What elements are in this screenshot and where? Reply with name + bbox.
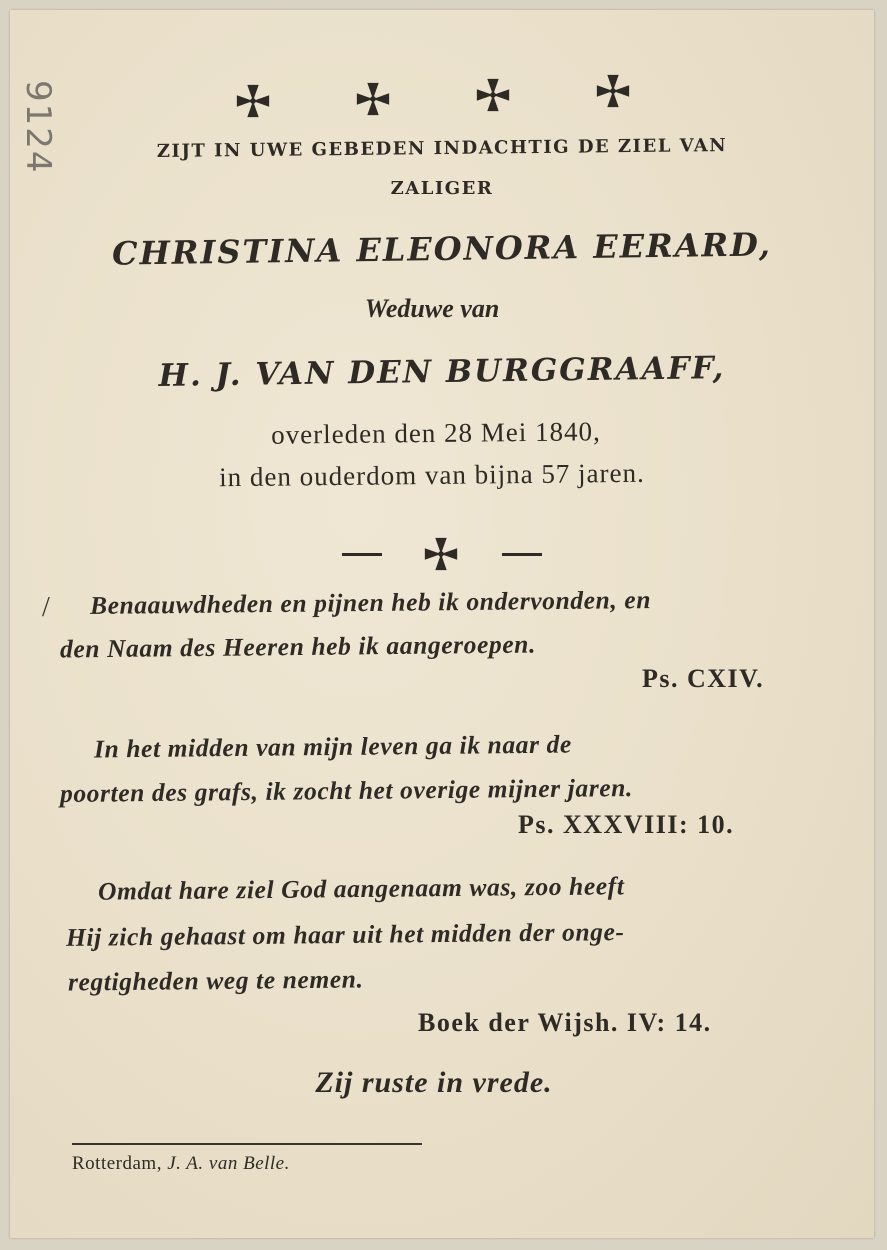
header-line-1: ZIJT IN UWE GEBEDEN INDACHTIG DE ZIEL VAN xyxy=(156,135,728,162)
verse-3-line-1: Omdat hare ziel God aangenaam was, zoo heeft xyxy=(97,871,625,906)
printer-rule xyxy=(72,1143,422,1145)
age-line: in den ouderdom van bijna 57 jaren. xyxy=(219,457,645,493)
relation-line: Weduwe van xyxy=(364,294,500,323)
divider-dash-left xyxy=(342,553,382,556)
printer-imprint xyxy=(72,1153,290,1175)
deceased-name: CHRISTINA ELEONORA EERARD, xyxy=(111,225,773,273)
spouse-name: H. J. VAN DEN BURGGRAAFF, xyxy=(158,350,726,394)
pencil-inventory-number: 9124 xyxy=(18,80,58,175)
cross-pattee-icon xyxy=(422,535,460,573)
printer-name: J. A. van Belle. xyxy=(167,1153,290,1174)
header-crosses xyxy=(10,70,874,120)
divider-dash-right xyxy=(502,553,542,556)
death-date-line: overleden den 28 Mei 1840, xyxy=(271,416,601,450)
verse-2-reference: Ps. XXXVIII: 10. xyxy=(518,810,735,839)
cross-pattee-icon xyxy=(234,82,272,120)
printer-city: Rotterdam, xyxy=(72,1153,162,1174)
memorial-card xyxy=(10,10,874,1238)
verse-3-reference: Boek der Wijsh. IV: 14. xyxy=(418,1008,712,1037)
verse-2-line-1: In het midden van mijn leven ga ik naar de xyxy=(93,729,572,764)
verse-1-line-2: den Naam des Heeren heb ik aangeroepen. xyxy=(59,629,537,664)
verse-3-line-2: Hij zich gehaast om haar uit het midden der onge- xyxy=(65,917,625,952)
ornament-divider xyxy=(10,535,874,575)
verse-2-line-2: poorten des grafs, ik zocht het overige mijner jaren. xyxy=(59,773,634,808)
closing-line: Zij ruste in vrede. xyxy=(315,1066,553,1099)
cross-pattee-icon xyxy=(354,80,392,118)
cross-pattee-icon xyxy=(474,76,512,114)
verse-1-line-1: Benaauwdheden en pijnen heb ik ondervonden, en xyxy=(89,585,652,620)
margin-mark: / xyxy=(42,592,50,623)
cross-pattee-icon xyxy=(594,72,632,110)
header-line-2: ZALIGER xyxy=(390,178,494,199)
verse-1-reference: Ps. CXIV. xyxy=(642,664,765,693)
verse-3-line-3: regtigheden weg te nemen. xyxy=(67,964,364,997)
